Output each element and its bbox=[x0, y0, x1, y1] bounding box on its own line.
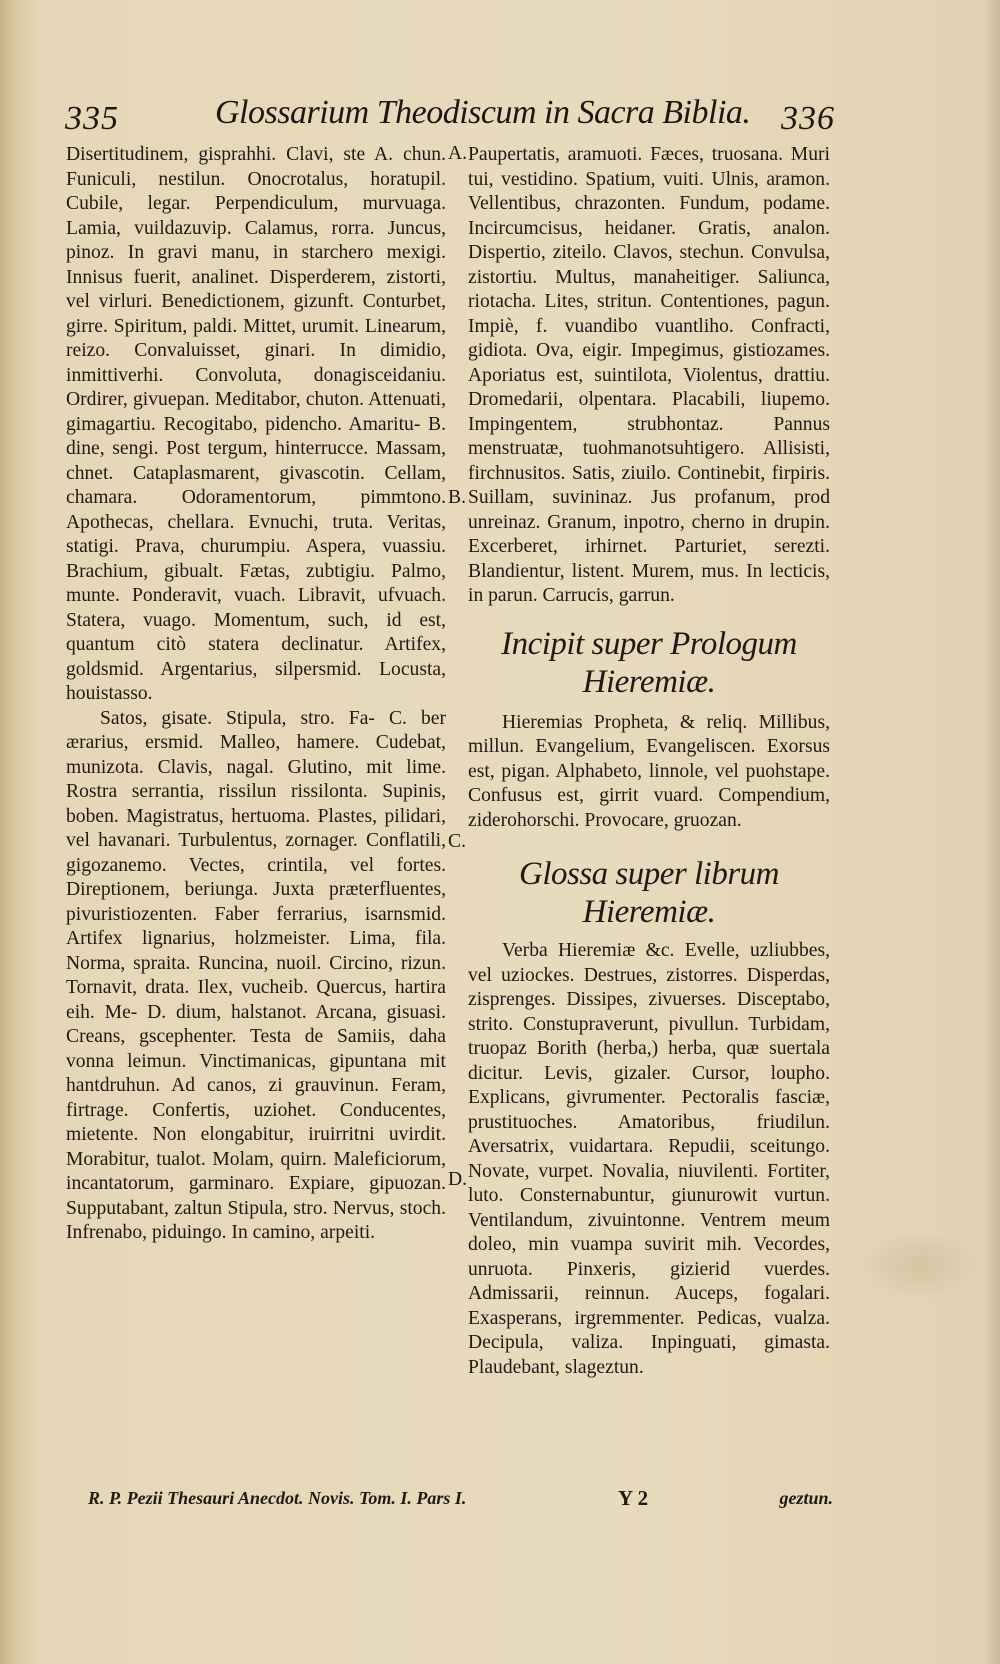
running-header bbox=[65, 94, 835, 146]
source-line: R. P. Pezii Thesauri Anecdot. Novis. Tom. I. Pars I. bbox=[88, 1488, 467, 1508]
section-heading-prologue: Incipit super Prologum Hieremiæ. bbox=[501, 625, 797, 700]
signature-mark: Y 2 bbox=[618, 1486, 649, 1510]
right-paragraph-1: Paupertatis, aramuoti. Fæces, truosana. Muri tui, vestidino. Spatium, vuiti. Ulnis, aramon. Vellentibus, chrazonten. Fundum, podame. Incircumcisus, heidaner. Gratis, analon. Dispertio, ziteilo. Clavos, stechun. Convulsa, zistortiu. Multus, manaheitiger. Saliunca, riotacha. Lites, stritun. Contentiones, pagun. Impiè, f. vuandibo vuantliho. Confracti, gidiota. Ova, eigir. Impegimus, gistiozames. Aporiatus est, suintilota, Violentus, drattiu. Dromedarii, olpentara. Placabili, liupemo. Impingentem, strubhontaz. Pannus menstruatæ, tuohmanotsuhtigero. Allisisti, firchnusitos. Satis, ziuilo. Continebit, firpiris. Suillam, suvininaz. Jus profanum, prod unreinaz. Granum, inpotro, cherno in drupin. Excerberet, irhirnet. Parturiet, serezti. Blandientur, listent. Murem, mus. In lecticis, in parun. Carrucis, garrun. bbox=[468, 144, 830, 606]
left-paragraph-1: Disertitudinem, gisprahhi. Clavi, ste A. chun. Funiculi, nestilun. Onocrotalus, horatupil. Cubile, legar. Perpendiculum, murvuaga. Lamia, vuildazuvip. Calamus, rorra. Juncus, pinoz. In gravi manu, in starchero mexigi. Innisus fuerit, analinet. Disperderem, zistorti, vel virluri. Benedictionem, gizunft. Conturbet, girre. Spiritum, paldi. Mittet, urumit. Linearum, reizo. Convaluisset, ginari. In dimidio, inmittiverhi. Convoluta, donagisceidaniu. Ordirer, givuepan. Meditabor, chuton. Attenuati, gimagartiu. Recogitabo, pidencho. Amaritu- B. dine, sengi. Post tergum, hinterrucce. Massam, chnet. Cataplasmarent, givascotin. Cellam, chamara. Odoramentorum, pimmtono. Apothecas, chellara. Evnuchi, truta. Veritas, statigi. Prava, churumpiu. Aspera, vuassiu. Brachium, gibualt. Fætas, zubtigiu. Palmo, munte. Ponderavit, vuach. Libravit, ufvuach. Statera, vuago. Momentum, such, id est, quantum citò statera declinatur. Artifex, goldsmid. Argentarius, silpersmid. Locusta, houistasso. bbox=[66, 144, 446, 704]
margin-letter-a: A. bbox=[448, 143, 468, 164]
left-column bbox=[66, 143, 446, 1246]
page-footer bbox=[88, 1488, 833, 1518]
left-page-number: 335 bbox=[65, 100, 119, 137]
paper-stain bbox=[860, 1230, 980, 1300]
running-title: Glossarium Theodiscum in Sacra Biblia. bbox=[215, 94, 751, 131]
section-heading-glossa: Glossa super librum Hieremiæ. bbox=[518, 856, 780, 930]
glossa-paragraph: Verba Hieremiæ &c. Evelle, uzliubbes, vel uziockes. Destrues, zistorres. Disperdas, zisprenges. Dissipes, zivuerses. Disceptabo, strito. Constupraverunt, pivullun. Turbidam, truopaz Borith (herba,) herba, quæ suertala dicitur. Levis, gizaler. Cursor, loupho. Explicans, givrumenter. Pectoralis fasciæ, prustituoches. Amatoribus, friudilun. Aversatrix, vuidartara. Repudii, sceitungo. Novate, vurpet. Novalia, niuvilenti. Fortiter, luto. Consternabuntur, giunurowit vurtun. Ventilandum, zivuintonne. Ventrem meum doleo, min vuampa suvirit mih. Vecordes, unruota. Pinxeris, gizierid vuerdes. Admissarii, reinnun. Auceps, fogalari. Exasperans, irgremmenter. Pedicas, vualza. Decipula, valiza. Inpinguati, gimasta. Plaudebant, slageztun. bbox=[468, 940, 830, 1378]
right-page-number: 336 bbox=[781, 100, 835, 137]
left-paragraph-2: Satos, gisate. Stipula, stro. Fa- C. ber ærarius, ersmid. Malleo, hamere. Cudebat, munizota. Clavis, nagal. Glutino, mit lime. Rostra serrantia, rissilun rissilonta. Supinis, boben. Magistratus, hertuoma. Plastes, pilidari, vel havanari. Turbulentus, zornager. Conflatili, gigozanemo. Vectes, crintila, vel fortes. Direptionem, beriunga. Juxta præterfluentes, pivuristiozenten. Faber ferrarius, isarnsmid. Artifex lignarius, holzmeister. Lima, fila. Norma, spraita. Runcina, nuoil. Circino, rizun. Tornavit, drata. Ilex, vucheib. Quercus, hartira eih. Me- D. dium, halstanot. Arcana, gisuasi. Creans, gscephenter. Testa de Samiis, daha vonna leimun. Vinctimanicas, gipuntana mit hantdruhun. Ad canos, zi grauvinun. Feram, firtrage. Confertis, uziohet. Conducentes, mietente. Non elongabitur, iruirritni uvirdit. Morabitur, tualot. Molam, quirn. Maleficiorum, incantatorum, garminaro. Expiare, gipuozan. Supputabant, zaltun Stipula, stro. Nervus, stoch. Infrenabo, piduingo. In camino, arpeiti. bbox=[66, 707, 446, 1243]
catchword: geztun. bbox=[779, 1488, 833, 1508]
margin-letter-d: D. bbox=[448, 1169, 468, 1190]
margin-letter-b: B. bbox=[448, 487, 466, 508]
right-column bbox=[468, 143, 830, 1380]
margin-letter-c: C. bbox=[448, 831, 466, 852]
prologue-paragraph: Hieremias Propheta, & reliq. Millibus, millun. Evangelium, Evangeliscen. Exorsus est, pigan. Alphabeto, linnole, vel puohstape. Confusus est, girrit vuard. Compendium, ziderohorschi. Provocare, gruozan. bbox=[468, 711, 830, 831]
